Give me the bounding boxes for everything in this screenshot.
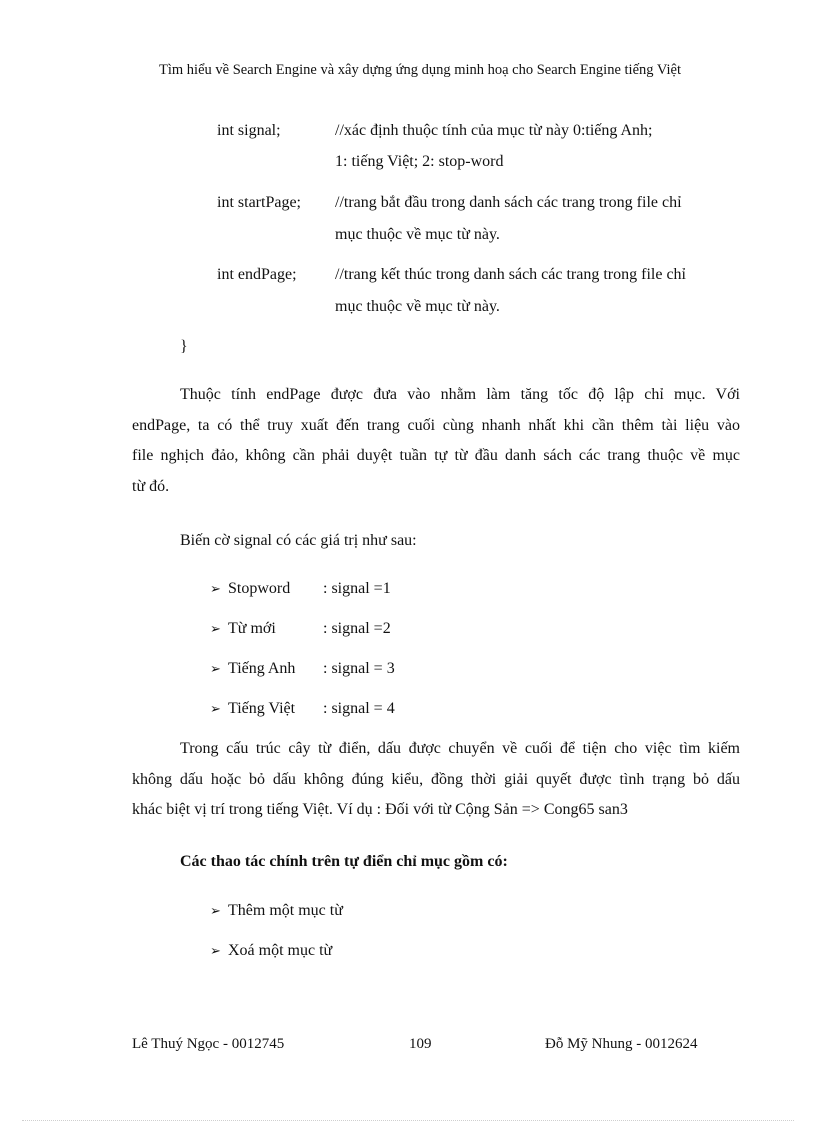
footer-author-left: Lê Thuý Ngọc - 0012745 [132,1036,285,1052]
signal-name: Tiếng Việt [228,700,296,717]
page-bottom-divider [22,1120,794,1121]
arrow-bullet-icon: ➢ [210,621,221,636]
arrow-bullet-icon: ➢ [210,661,221,676]
signal-value: : signal = 4 [323,700,395,717]
field-comment-endpage-2: mục thuộc về mục từ này. [335,298,500,315]
paragraph-line: từ đó. [132,477,170,495]
paragraph-line: Thuộc tính endPage được đưa vào nhằm làm tăng tốc độ lập chỉ mục. Với [180,386,740,403]
paragraph-line: Trong cấu trúc cây từ điển, dấu được chuyển về cuối để tiện cho việc tìm kiếm [180,740,740,757]
paragraph-line: không dấu hoặc bỏ dấu không đúng kiểu, đồng thời giải quyết được tình trạng bỏ dấu [132,770,740,788]
page-number: 109 [409,1036,432,1052]
signal-value: : signal = 3 [323,660,395,677]
signal-intro: Biến cờ signal có các giá trị như sau: [180,532,417,549]
field-comment-signal-2: 1: tiếng Việt; 2: stop-word [335,153,504,170]
field-comment-endpage-1: //trang kết thúc trong danh sách các trang trong file chỉ [335,266,686,283]
operation-label: Xoá một mục từ [228,942,333,959]
operation-label: Thêm một mục từ [228,902,343,919]
running-header: Tìm hiểu về Search Engine và xây dựng ứng dụng minh hoạ cho Search Engine tiếng Việt [159,62,681,78]
list-item [210,620,391,638]
signal-name: Stopword [228,580,291,597]
signal-value: : signal =1 [323,580,391,597]
signal-name: Tiếng Anh [228,660,296,677]
field-comment-startpage-1: //trang bắt đầu trong danh sách các trang trong file chỉ [335,194,682,211]
paragraph-line: khác biệt vị trí trong tiếng Việt. Ví dụ : Đối với từ Cộng Sản => Cong65 san3 [132,801,628,818]
signal-name: Từ mới [228,620,276,637]
footer-author-right: Đỗ Mỹ Nhung - 0012624 [545,1036,698,1052]
closing-brace: } [180,338,188,355]
arrow-bullet-icon: ➢ [210,701,221,716]
paragraph-dictionary [132,734,740,826]
operations-heading: Các thao tác chính trên tự điển chỉ mục gồm có: [180,853,508,870]
paragraph-line: file nghịch đảo, không cần phải duyệt tuần tự từ đầu danh sách các trang thuộc về mục [132,447,740,464]
arrow-bullet-icon: ➢ [210,943,221,958]
list-item [210,700,395,718]
list-item [210,942,332,960]
paragraph-endpage [132,380,740,502]
list-item [210,580,391,598]
list-item [210,902,343,920]
arrow-bullet-icon: ➢ [210,903,221,918]
field-decl-startpage: int startPage; [217,194,301,211]
field-comment-startpage-2: mục thuộc về mục từ này. [335,226,500,243]
field-decl-endpage: int endPage; [217,266,297,283]
list-item [210,660,395,678]
arrow-bullet-icon: ➢ [210,581,221,596]
signal-value: : signal =2 [323,620,391,637]
field-decl-signal: int signal; [217,122,281,139]
field-comment-signal-1: //xác định thuộc tính của mục từ này 0:tiếng Anh; [335,122,653,139]
paragraph-line: endPage, ta có thể truy xuất đến trang cuối cùng nhanh nhất khi cần thêm tài liệu vào [132,416,740,434]
